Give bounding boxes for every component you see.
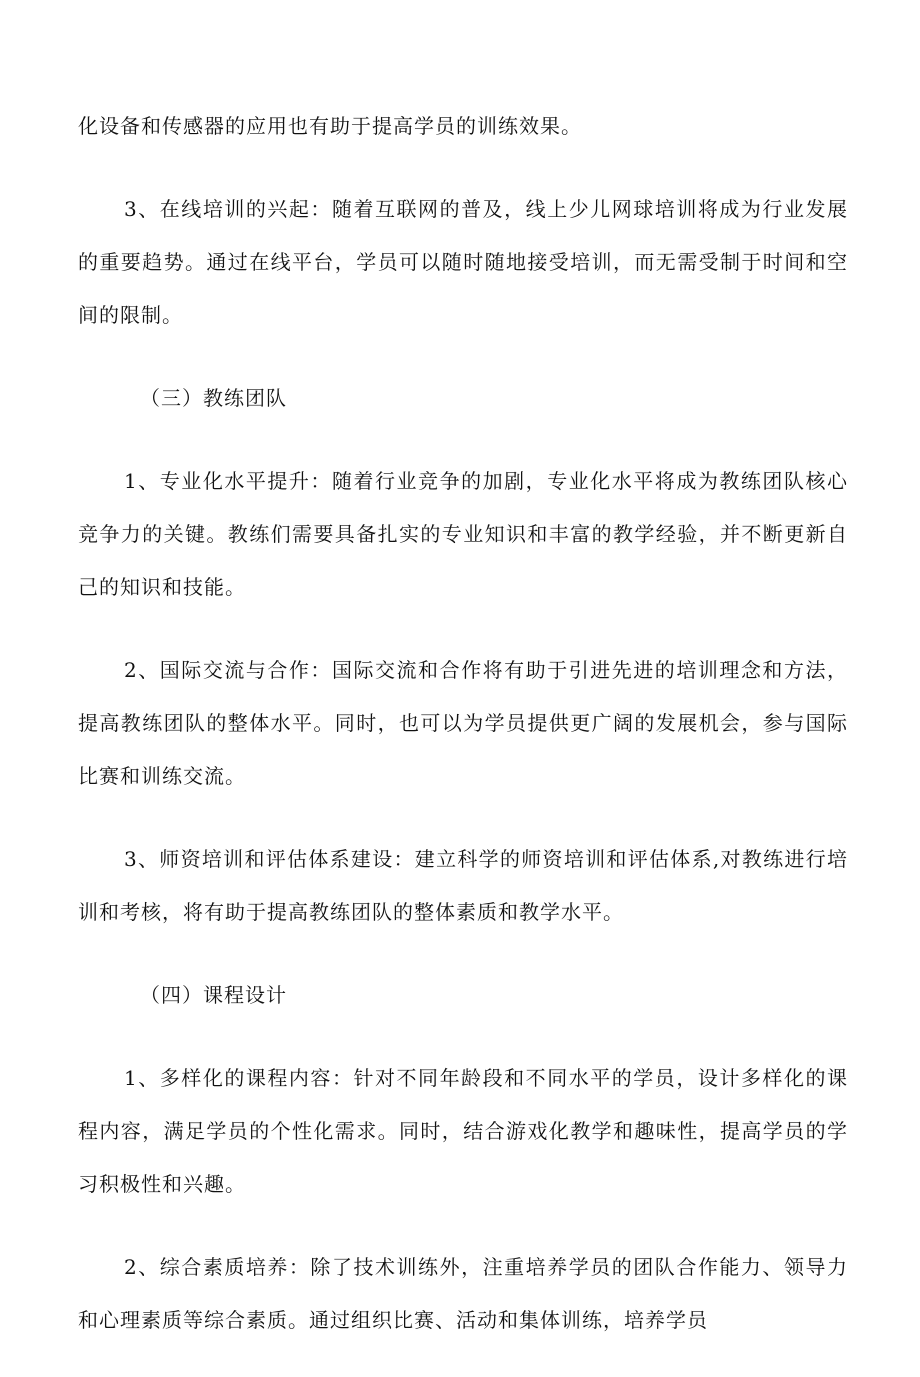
paragraph-online-training: 3、在线培训的兴起：随着互联网的普及，线上少儿网球培训将成为行业发展的重要趋势。通过在线平台，学员可以随时随地接受培训，而无需受制于时间和空间的限制。 — [78, 197, 848, 327]
section-heading-course-design: （四）课程设计 — [140, 983, 287, 1007]
paragraph-diverse-courses: 1、多样化的课程内容：针对不同年龄段和不同水平的学员，设计多样化的课程内容，满足学员的个性化需求。同时，结合游戏化教学和趣味性，提高学员的学习积极性和兴趣。 — [78, 1066, 848, 1196]
section-heading-coaching-team: （三）教练团队 — [140, 386, 287, 410]
paragraph-teacher-training: 3、师资培训和评估体系建设：建立科学的师资培训和评估体系,对教练进行培训和考核，将有助于提高教练团队的整体素质和教学水平。 — [78, 847, 848, 924]
paragraph-professional-level: 1、专业化水平提升：随着行业竞争的加剧，专业化水平将成为教练团队核心竞争力的关键。教练们需要具备扎实的专业知识和丰富的教学经验，并不断更新自己的知识和技能。 — [78, 469, 848, 599]
paragraph-comprehensive-quality: 2、综合素质培养：除了技术训练外，注重培养学员的团队合作能力、领导力和心理素质等综合素质。通过组织比赛、活动和集体训练，培养学员 — [78, 1255, 848, 1332]
paragraph-international-exchange: 2、国际交流与合作：国际交流和合作将有助于引进先进的培训理念和方法，提高教练团队的整体水平。同时，也可以为学员提供更广阔的发展机会，参与国际比赛和训练交流。 — [78, 658, 848, 788]
document-body — [78, 100, 848, 1377]
paragraph-continuation: 化设备和传感器的应用也有助于提高学员的训练效果。 — [78, 114, 582, 138]
